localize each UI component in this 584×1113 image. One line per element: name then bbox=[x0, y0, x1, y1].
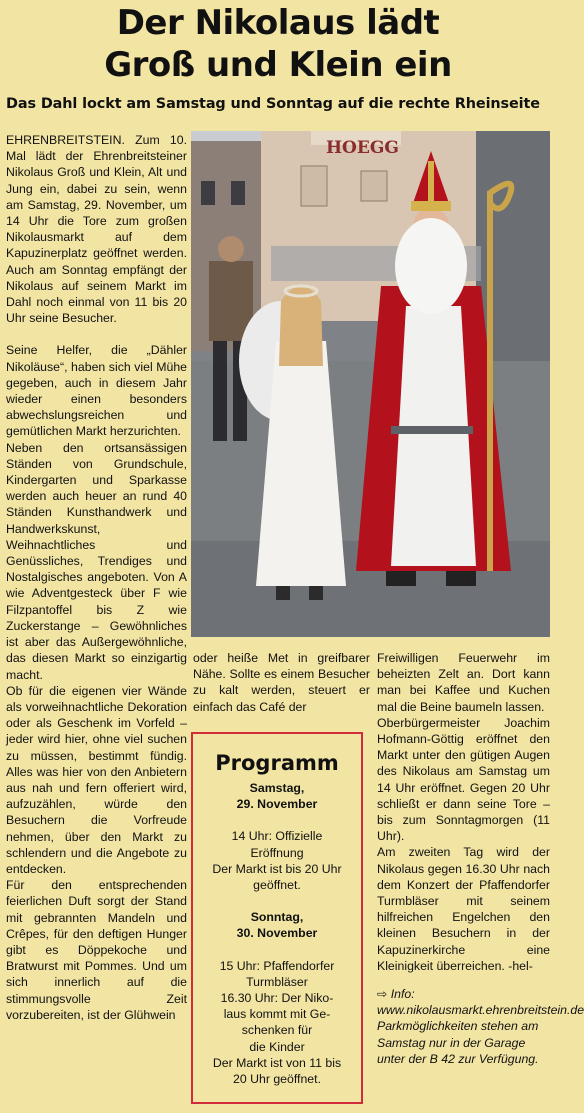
article-paragraph: Freiwilligen Feuerwehr im beheizten Zelt an. Dort kann man bei Kaffee und Kuchen mal die Beine baumeln lassen. bbox=[377, 651, 550, 714]
programm-day-1-label: Samstag, bbox=[249, 781, 305, 795]
programm-line: Eröffnung bbox=[250, 845, 304, 860]
programm-line: Der Markt ist von 11 bis bbox=[212, 1055, 342, 1070]
programm-line: geöffnet. bbox=[253, 878, 301, 893]
programm-line: 15 Uhr: Pfaffendorfer bbox=[219, 958, 335, 973]
headline-line-2: Groß und Klein ein bbox=[104, 45, 452, 85]
programm-day-1-date: 29. November bbox=[236, 797, 318, 812]
article-paragraph: Ob für die eigenen vier Wände als vorweihnachtliche Dekoration oder als Geschenk im Vorfeld – jeder wird hier, ohne viel suchen zu müssen, bestimmt fündig. Alles was hier von den Anbietern aus nah und fern offeriert wird, aufzuzählen, würde den Besuchern die Vorfreude nehmen, über den Markt zu schlendern und die Angebote zu entdecken. bbox=[6, 683, 187, 876]
programm-line: Turmbläser bbox=[246, 974, 308, 989]
programm-line: 14 Uhr: Offizielle bbox=[231, 829, 323, 844]
article-paragraph: EHRENBREITSTEIN. Zum 10. Mal lädt der Ehrenbreitsteiner Nikolaus Groß und Klein, Alt und Jung ein, dabei zu sein, wenn am Samstag, 29. November, um 14 Uhr die Tore zum großen Nikolausmarkt auf dem Kapuzinerplatz geöffnet werden. Auch am Sonntag empfängt der Nikolaus auf seinem Markt im Dahl noch einmal von 11 bis 20 Uhr seine Besucher. bbox=[6, 133, 187, 326]
programm-day-2-date: 30. November bbox=[236, 926, 318, 941]
programm-line: Der Markt ist bis 20 Uhr bbox=[212, 861, 342, 876]
nikolaus-and-angel-photo bbox=[191, 131, 550, 637]
article-paragraph: Neben den ortsansässigen Ständen von Grundschule, Kindergarten und Sparkasse werden auch heuer an rund 40 Ständen Kunsthandwerk und Handwerkskunst, Weihnachtliches und Genüssliches, Trendiges und Nostalgisches angeboten. Von A wie Adventgesteck über F wie Filzpantoffel bis Z wie Zuckerstange – Gewöhnliches ist aber das Außergewöhnliche, das diesen Markt so einzigartig macht. bbox=[6, 440, 187, 682]
programm-line: schenken für bbox=[241, 1023, 313, 1038]
article-column-2 bbox=[193, 650, 370, 718]
article-paragraph: Am zweiten Tag wird der Nikolaus gegen 16.30 Uhr nach dem Konzert der Pfaffendorfer Turmbläser mit seinem hilfreichen Engelchen den kleinen Besuchern in der Kapuzinerkirche eine Kleinigkeit überreichen. -hel- bbox=[377, 845, 550, 973]
programm-day-1-items bbox=[193, 828, 361, 893]
article-paragraph: Für den entsprechenden feierlichen Duft sorgt der Stand mit gebrannten Mandeln und Crêpes, für den deftigen Hunger gibt es Döppekoche und Bratwurst mit Pommes. Und um sich innerlich auf die stimmungsvolle Zeit vorzubereiten, ist der Glühwein bbox=[6, 878, 187, 1022]
hoegg-sign: HOEGG bbox=[326, 138, 399, 158]
headline bbox=[0, 2, 556, 86]
article-paragraph: Seine Helfer, die „Dähler Nikoläuse“, haben sich viel Mühe gegeben, auch in diesem Jahr wieder einen besonders abwechslungsreichen und gemütlichen Markt herzurichten. bbox=[6, 343, 187, 439]
article-paragraph: oder heiße Met in greifbarer Nähe. Sollte es einem Besucher zu kalt werden, steuert er einfach das Café der bbox=[193, 651, 370, 714]
info-note: ⇨ Info: www.nikolausmarkt.ehrenbreitstein.de Parkmöglichkeiten stehen am Samstag nur in der Garage unter der B 42 zur Verfügung. bbox=[377, 987, 584, 1066]
subheadline: Das Dahl lockt am Samstag und Sonntag auf die rechte Rheinseite bbox=[6, 96, 540, 112]
programm-day-2-label: Sonntag, bbox=[250, 910, 304, 925]
programm-line: 16.30 Uhr: Der Niko- bbox=[220, 991, 334, 1006]
article-column-1 bbox=[6, 132, 187, 1107]
programm-line: laus kommt mit Ge- bbox=[223, 1007, 331, 1022]
programm-day-2-items bbox=[193, 958, 361, 1088]
article-column-3 bbox=[377, 650, 584, 1110]
headline-line-1: Der Nikolaus lädt bbox=[116, 3, 440, 43]
programm-day-1 bbox=[193, 780, 361, 812]
programm-box bbox=[191, 732, 363, 1104]
programm-line: die Kinder bbox=[249, 1039, 305, 1054]
article-paragraph: Oberbürgermeister Joachim Hofmann-Göttig eröffnet den Markt unter den gütigen Augen des Nikolaus am Samstag um 14 Uhr eröffnet. Gegen 20 Uhr schließt er dann seine Tore – bis zum Sonntagmorgen (11 Uhr). bbox=[377, 715, 550, 844]
programm-title: Programm bbox=[215, 751, 339, 775]
programm-line: 20 Uhr geöffnet. bbox=[233, 1072, 321, 1087]
programm-day-2 bbox=[193, 909, 361, 941]
